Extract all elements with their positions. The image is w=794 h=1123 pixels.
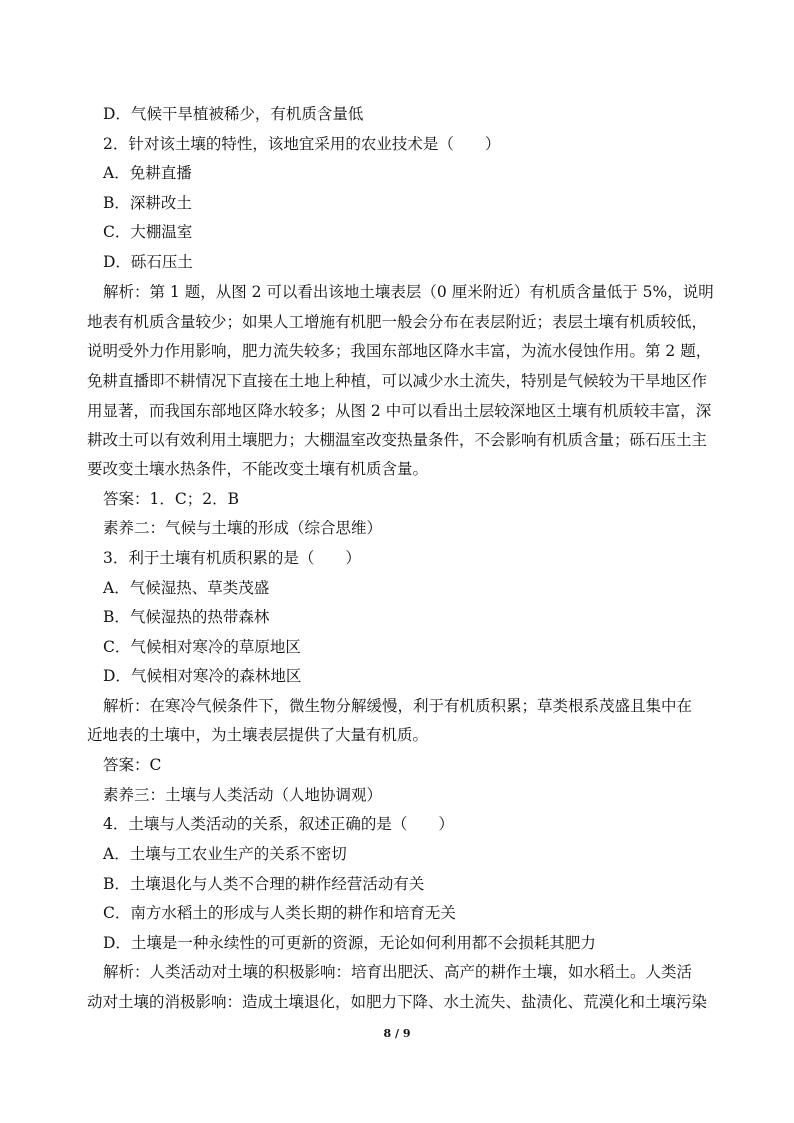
analysis-line: 要改变土壤水热条件，不能改变土壤有机质含量。 xyxy=(87,460,429,478)
option-a: A．土壤与工农业生产的关系不密切 xyxy=(103,845,347,863)
option-a: A．免耕直播 xyxy=(103,164,192,182)
option-d: D．砾石压土 xyxy=(103,253,193,271)
analysis-line: 动对土壤的消极影响：造成土壤退化，如肥力下降、水土流失、盐渍化、荒漠化和土壤污染 xyxy=(87,993,708,1011)
option-b: B．气候湿热的热带森林 xyxy=(103,608,270,626)
option-b: B．深耕改土 xyxy=(103,194,192,212)
analysis-line: 用显著，而我国东部地区降水较多；从图 2 中可以看出土层较深地区土壤有机质较丰富，深 xyxy=(87,402,712,420)
analysis-line: 解析：第 1 题，从图 2 可以看出该地土壤表层（0 厘米附近）有机质含量低于 5%，说明 xyxy=(103,283,714,301)
analysis-line: 解析：在寒冷气候条件下，微生物分解缓慢，利于有机质积累；草类根系茂盛且集中在 xyxy=(103,697,693,715)
option-c: C．南方水稻土的形成与人类长期的耕作和培育无关 xyxy=(103,904,456,922)
analysis-line: 解析：人类活动对土壤的积极影响：培育出肥沃、高产的耕作土壤，如水稻土。人类活 xyxy=(103,963,693,981)
answer-line: 答案：C xyxy=(103,756,162,774)
analysis-line: 耕改土可以有效利用土壤肥力；大棚温室改变热量条件，不会影响有机质含量；砾石压土主 xyxy=(87,431,708,449)
section-heading: 素养三：土壤与人类活动（人地协调观） xyxy=(103,786,383,804)
option-c: C．大棚温室 xyxy=(103,223,193,241)
text-line-1: D．气候干旱植被稀少，有机质含量低 xyxy=(103,105,364,123)
option-c: C．气候相对寒冷的草原地区 xyxy=(103,638,301,656)
analysis-line: 近地表的土壤中，为土壤表层提供了大量有机质。 xyxy=(87,726,429,744)
analysis-line: 说明受外力作用影响，肥力流失较多；我国东部地区降水丰富，为流水侵蚀作用。第 2 题， xyxy=(87,342,712,360)
question-3: 3．利于土壤有机质积累的是（ ） xyxy=(103,549,361,567)
option-a: A．气候湿热、草类茂盛 xyxy=(103,579,270,597)
section-heading: 素养二：气候与土壤的形成（综合思维） xyxy=(103,519,383,537)
analysis-line: 免耕直播即不耕情况下直接在土地上种植，可以减少水土流失，特别是气候较为干旱地区作 xyxy=(87,372,708,390)
option-b: B．土壤退化与人类不合理的耕作经营活动有关 xyxy=(103,875,425,893)
question-4: 4．土壤与人类活动的关系，叙述正确的是（ ） xyxy=(103,815,454,833)
option-d: D．土壤是一种永续性的可更新的资源，无论如何利用都不会损耗其肥力 xyxy=(103,934,596,952)
answer-line: 答案：1．C；2．B xyxy=(103,490,239,508)
question-2: 2．针对该土壤的特性，该地宜采用的农业技术是（ ） xyxy=(103,135,501,153)
page-number: 8 / 9 xyxy=(383,1027,411,1040)
option-d: D．气候相对寒冷的森林地区 xyxy=(103,667,302,685)
analysis-line: 地表有机质含量较少；如果人工增施有机肥一般会分布在表层附近；表层土壤有机质较低， xyxy=(87,313,708,331)
